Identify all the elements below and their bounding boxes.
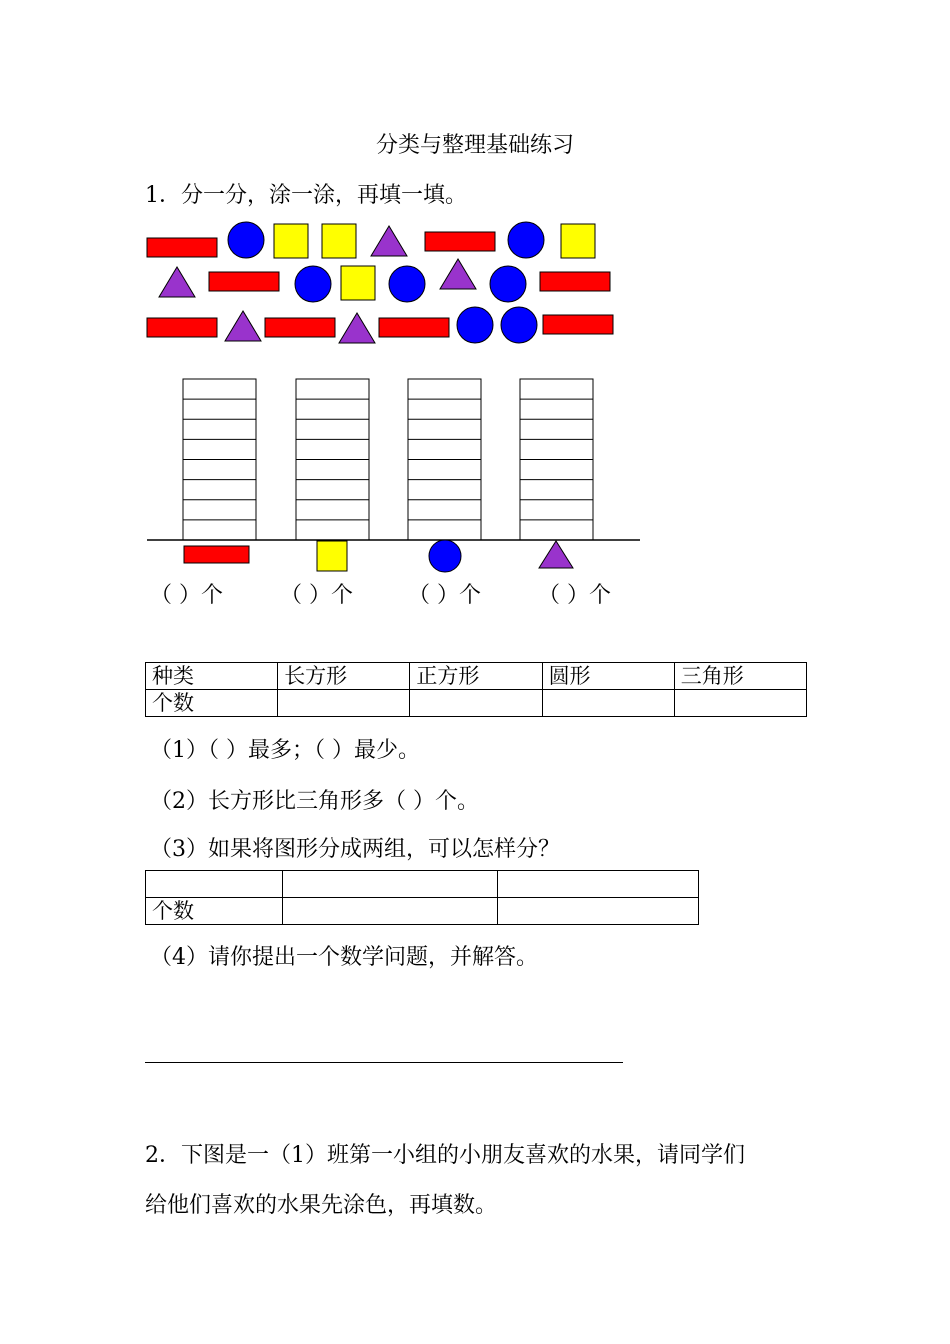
triangle-shape	[339, 313, 375, 343]
rectangle-shape	[265, 318, 335, 337]
circle-shape	[508, 222, 544, 258]
square-shape	[317, 541, 347, 571]
answer-cell[interactable]	[410, 690, 542, 717]
page-title: 分类与整理基础练习	[375, 133, 574, 158]
sub-question-1: （1）（ ）最多；（ ）最少。	[150, 738, 420, 763]
rectangle-shape	[184, 546, 249, 563]
answer-cell[interactable]	[674, 690, 806, 717]
count-label-triangle: （ ）个	[538, 583, 611, 608]
answer-cell[interactable]	[278, 690, 410, 717]
table-row	[146, 871, 699, 898]
question-2-line-1: 2．下图是一（1）班第一小组的小朋友喜欢的水果，请同学们	[145, 1143, 745, 1168]
answer-line[interactable]	[145, 1062, 623, 1063]
circle-shape	[295, 266, 331, 302]
square-shape	[322, 224, 356, 258]
answer-cell[interactable]	[498, 898, 699, 925]
table-row-label: 个数	[146, 898, 283, 925]
answer-cell[interactable]	[282, 871, 498, 898]
square-shape	[341, 266, 375, 300]
circle-shape	[490, 266, 526, 302]
triangle-shape	[539, 541, 573, 568]
answer-cell[interactable]	[542, 690, 674, 717]
rectangle-shape	[209, 272, 279, 291]
table-row	[146, 898, 699, 925]
answer-cell[interactable]	[146, 871, 283, 898]
table-header-cell: 长方形	[278, 663, 410, 690]
question-1-heading: 1．分一分，涂一涂，再填一填。	[145, 183, 467, 208]
count-label-square: （ ）个	[280, 583, 353, 608]
grouping-table	[145, 870, 699, 925]
sub-question-3: （3）如果将图形分成两组，可以怎样分？	[150, 837, 560, 862]
square-shape	[561, 224, 595, 258]
rectangle-shape	[425, 232, 495, 251]
circle-shape	[457, 307, 493, 343]
circle-shape	[228, 222, 264, 258]
circle-shape	[389, 266, 425, 302]
circle-shape	[501, 307, 537, 343]
triangle-shape	[371, 226, 407, 256]
rectangle-shape	[540, 272, 610, 291]
count-label-circle: （ ）个	[408, 583, 481, 608]
sub-question-4: （4）请你提出一个数学问题，并解答。	[150, 945, 538, 970]
question-2-line-2: 给他们喜欢的水果先涂色，再填数。	[145, 1193, 498, 1218]
triangle-shape	[225, 311, 261, 341]
triangle-shape	[159, 267, 195, 297]
count-label-rectangle: （ ）个	[150, 583, 223, 608]
table-row	[146, 690, 807, 717]
answer-cell[interactable]	[498, 871, 699, 898]
rectangle-shape	[147, 318, 217, 337]
table-header-cell: 圆形	[542, 663, 674, 690]
table-header-cell: 种类	[146, 663, 278, 690]
rectangle-shape	[147, 238, 217, 257]
rectangle-shape	[379, 318, 449, 337]
table-header-cell: 正方形	[410, 663, 542, 690]
table-header-cell: 三角形	[674, 663, 806, 690]
table-row	[146, 663, 807, 690]
sub-question-2: （2）长方形比三角形多（ ）个。	[150, 789, 479, 814]
triangle-shape	[440, 259, 476, 289]
circle-shape	[429, 540, 461, 572]
count-table	[145, 662, 807, 717]
table-row-label: 个数	[146, 690, 278, 717]
rectangle-shape	[543, 315, 613, 334]
square-shape	[274, 224, 308, 258]
answer-cell[interactable]	[282, 898, 498, 925]
